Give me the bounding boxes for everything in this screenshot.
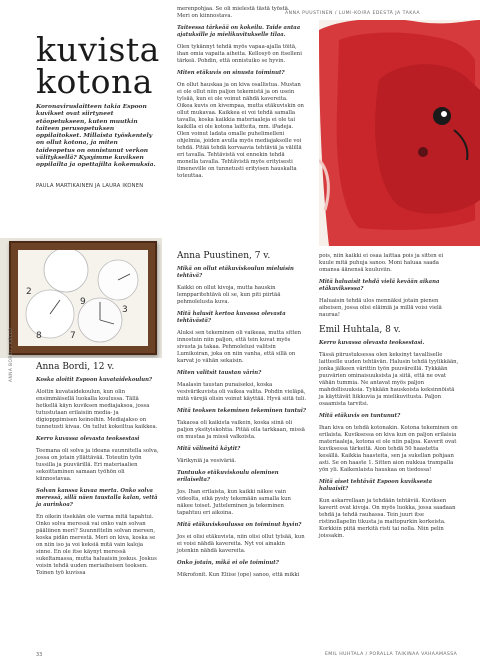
answer: Haluaisin tehdä ulos mennäksi jotain pienen aiheisen, jossa olisi eläimiä ja millä voisi vielä nauraa! [319, 298, 442, 318]
answer: Jos ei olisi etäkuvista, niin olisi ollut tylsää, kun ei voisi nähdä kavereita. Nyt voi ainakin jotenkin nähdä kavereita. [177, 534, 305, 554]
question: Onko jotain, mikä ei ole toiminut? [177, 560, 279, 566]
question: Mikä on ollut etäkuviskoulun mieluisin tehtävä? [177, 266, 294, 279]
interview-anna-puustinen [177, 253, 307, 584]
svg-text:9: 9 [80, 297, 86, 307]
svg-text:7: 7 [70, 331, 76, 341]
answer: Aloitin kuvataidekoulun, kun olin ensimmäisellä luokalla koulussa. Tällä hetkellä käyn kuviksen mediajaksoa, jossa tutustutaan erilaisiin media- ja digiopppimisen keinoihin. Mediajakso on tunnetusti kivaa. On tullut kokeiltua kaikkea. [36, 389, 158, 430]
answer: Aluksi sen tekeminen oli vaikeaa, mutta sitten innostuin niin paljon, että tein kuvat myös sivusta ja takaa. Pehmolelusi valitsin Lumikoiran, joka on niin vanha, että sillä on karvat jo vähän sekaisin. [177, 330, 302, 364]
interviewee-name: Anna Puustinen, 7 v. [177, 251, 271, 261]
svg-text:2: 2 [26, 287, 32, 297]
page-number: 33 [36, 652, 43, 658]
question: Miten valitsit taustan värin? [177, 370, 262, 376]
question: Kerro kuvassa olevasta teoksestasi [36, 436, 140, 442]
question: Kerro kuvassa olevasta teoksestasi. [319, 340, 425, 346]
svg-text:3: 3 [122, 305, 128, 315]
answer: pois, niin kaikki ei osaa laittaa pois ja sitten ei kuule mitä puhuja sanoo. Moni haluaa saada omansa äänensä kuuluviin. [319, 253, 444, 273]
question: Tuntuuko etäkuviskoulu oleminen erilaiselta? [177, 470, 279, 483]
question: Mitä etäkuviskoulussa on toiminut hyvin? [177, 522, 302, 528]
answer: Kun askarrellaan ja tehdään tehtäviä. Kuviksen kaverit ovat kivoja. On myös luokka, jossa saadaan tehdä ja tehdä rauhassa. Tein juuri itse ristinollapelin tikusta ja maitopurkin korkeista. Korkkiin piitä merkitä risti tai nolla. Niin pelin joissakin. [319, 498, 456, 539]
interview-anna-bordi-continued [177, 6, 304, 185]
question: Mitä aiset tehtävät Espoon kuviksesta haluaisit? [319, 479, 433, 492]
svg-text:8: 8 [36, 331, 42, 341]
interview-emil-huhtala [319, 253, 459, 545]
answer: Teemana oli solva ja ideana suunnitella solva, jossa on jotain yllättävää. Toteutin työn tussilla ja puuvärillä. Eri materiaalien sekoittaminen samaan työhön oli kiinnostavaa. [36, 448, 159, 482]
answer: Ihan kiva on tehdä kotonakin. Kotona tekeminen on erilaista. Kuviksessa on kiva kun on paljon erilaisia materiaaleja, kotona ei ole niin paljoa. Kaverit ovat kuviksessa tärkeitä. Aion tehdä 50 haastetta kesällä. Kaikkia haasteita, sen ja sukellan pohjaan asti. Se on haaste 1. Sitten aion nukkua trampalla yön yli. Kaikenlaista hauskaa on tiedossa! [319, 425, 458, 473]
article-authors: PAULA MARTIKAINEN JA LAURA IKONEN [36, 183, 144, 189]
answer: Värikyniä ja vesiväriä. [177, 458, 237, 464]
answer: On ollut hauskaa ja on kiva osallistua. Mustan ei ole ollut niin paljon tekemistä ja on usein tylsää, kun ei ole voinut nähdä kavereita. Oikea kuvis on kivempaa, mutta etäkuviskin on ollut mukavaa. Kaikkea ei voi tehdä samalla tavalla, koska kaikkia materiaaleja ei ole tai kaikilla ei ole kotona laitteita, mm. iPadeja. Olen voinut ladata omalle puhelimelleni ohjelmia, joiden avulla myös mediajaksolle voi tehdä. Pitää tehdä korvaavia tehtäviä ja välillä eri tavalla. Tehtävistä voi ennekin tehdä monella tavalla. Tehtävistä myös erityisesti ilmeneville on tunnetusti erityisen hauskalta toteuttaa. [177, 82, 304, 179]
interview-anna-bordi [36, 364, 160, 582]
question: Taiteessa tärkeää on kokeilu. Taide antaa ajatuksille ja mielikuvitukselle tilaa. [177, 25, 301, 38]
photo-credit-left: ANNA BORDI / KELLO [9, 327, 14, 382]
article-intro: Koronaviruslaitteen takia Espoon kuvikset ovat siirtyneet etäopetukseen, kuten muutkin taiteen perusopetuksen oppilaitokset. Millaista työskentely on ollut kotona, ja miten taideopetus on onnistunut verkon välityksellä? Kysyimme kuviksen oppilailta ja opettajilta kokemuksia. [36, 103, 156, 169]
interviewee-name: Anna Bordi, 12 v. [36, 362, 115, 372]
answer: Olen tykännyt tehdä myös vapaa-ajalla töitä, ihan omia vapaita aiheita. Kellosyö on itselleni tärkeä. Pohdin, että onnistuiko se hyvin. [177, 44, 302, 64]
painting-photo [319, 20, 480, 246]
answer: Jos. Ihan erilaista, kun kaikki näkee vain videolta, eikä pysty tekemään samalla kun näkee toiset. Jutteleminen ja tekeminen tapahtuu eri aikoina. [177, 489, 291, 516]
question: Mitä välineitä käytit? [177, 446, 241, 452]
red-dog-painting [319, 20, 480, 246]
interviewee-name: Emil Huhtala, 8 v. [319, 325, 401, 335]
picture-frame [9, 241, 157, 355]
answer: Mikrofonit. Kun Eliise (ope) sanoo, että mikki [177, 572, 300, 578]
answer: Kaikki on ollut kivoja, mutta hauskin lempparitehtävä oli se, kun piti piirtää pehmolelusta kuva. [177, 285, 281, 305]
question: Mitä haluaisit tehdä vielä kevään aikana etäkuviksessa? [319, 279, 440, 292]
answer: Takaosa oli kaikista vaikein, koska siinä oli paljon yksityiskohtia. Pitää olla tarkkaan, missä on mustaa ja missä valkoista. [177, 420, 305, 440]
answer: Maalasin taustan punaiseksi, koska vesivärikuvista oli vaikea valita. Pohdin vieläpä, mitä värejä olisin voinut käyttää. Hyvä siitä tuli. [177, 382, 307, 402]
clock-photo [0, 238, 162, 358]
article-title: kuvista kotona [36, 30, 160, 101]
question: Mitä halusit kertoa kuvassa olevasta tehtävästä? [177, 311, 286, 324]
answer: Tässä piirustuksessa olen keksinyt tavalliselle laitteelle uuden tehtävän. Halusin tehdä tyylikkään, jonka jälkeen värittin työn puuväreillä. Tykkään puuvärien ominaisuuksista ja siitä, että ne ovat vähän tummia. Ne antavat myös paljon mahdollisuuksia. Tykkään hauskoista keksinnöistä ja käyttävät liikkuvia ja mielikuvitusta. Paljon osaamista tarvitsi. [319, 352, 459, 407]
answer: merenpohjaa. Se oli mielestä tästä työstä. Meri on kiinnostava. [177, 6, 290, 19]
photo-credit-top: ANNA PUUSTINEN / LUMI-KOIRA EDESTÄ JA TAKAA [285, 11, 421, 16]
photo-credit-bottom: EMIL HUHTALA / PORALLA TAIKINAA VAHAAMASSA [325, 652, 458, 657]
question: Mitä etäkuvis on tuntunut? [319, 413, 401, 419]
question: Solvan kanssa kuvaa merta. Onko solva meressä, sillä näen taustalla kalan, vettä ja aurinkoa? [36, 488, 158, 508]
question: Koska aloitit Espoon kuvataidekoulun? [36, 377, 153, 383]
clock-drawing [18, 250, 148, 346]
question: Mitä teoksen tekeminen tekeminen tuntui? [177, 408, 307, 414]
question: Miten etäkuvis on sinusta toiminut? [177, 70, 285, 76]
picture-mat [18, 250, 148, 346]
answer: En oikein itsekään ole varma mitä tapahtui. Onko solva meressä vai onko vain solvan pääliinen meri? Suunnittelin solvan mereen, koska pidän merestä. Meri on kiva, koska se on niin iso ja voi keksiä mitä vain kaloja sinne. En ole itse käynyt meressä sukeltamassa, mutta haluaisin joskus. Joskus voisin tehdä uuden meriaiheisen teoksen. Toinen työ kuvissa [36, 514, 157, 576]
